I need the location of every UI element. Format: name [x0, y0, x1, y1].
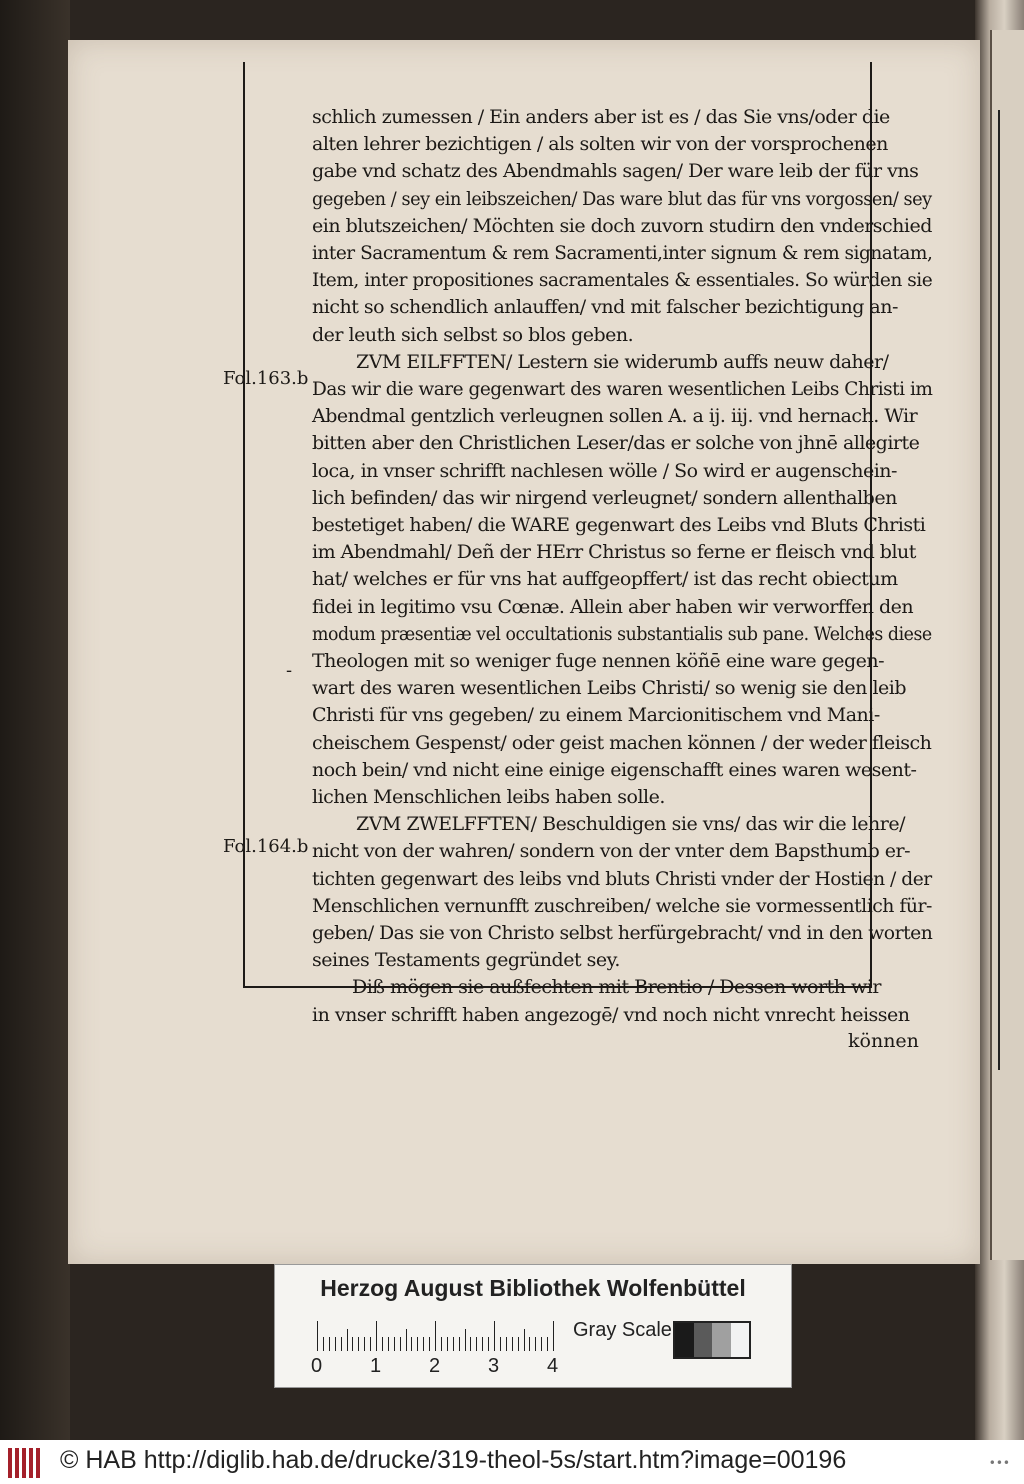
ruler-tick [411, 1337, 412, 1351]
card-title: Herzog August Bibliothek Wolfenbüttel [320, 1275, 746, 1301]
text-line: lich befinden/ das wir nirgend verleugnet/ sondern allenthalben [312, 486, 897, 509]
ruler-tick [417, 1337, 418, 1351]
ruler-tick [470, 1337, 471, 1351]
text-line: modum præsentiæ vel occultationis substantialis sub pane. Welches diese [312, 622, 932, 645]
margin-note-2: Fol.164.b [223, 836, 309, 857]
ruler-tick [541, 1337, 542, 1351]
ruler-tick [529, 1337, 530, 1351]
text-line: Theologen mit so weniger fuge nennen köñē eine ware gegen- [312, 650, 885, 672]
ruler-scale [317, 1321, 567, 1351]
ruler-tick [382, 1337, 383, 1351]
ruler-tick [429, 1337, 430, 1351]
ruler-tick [323, 1337, 324, 1351]
ruler-number: 3 [488, 1355, 500, 1377]
ruler-number: 0 [311, 1355, 323, 1377]
text-line: geben/ Das sie von Christo selbst herfürgebracht/ vnd in den worten [312, 922, 933, 944]
margin-dash: - [286, 660, 293, 681]
ruler-tick [500, 1337, 501, 1351]
ruler-tick [441, 1337, 442, 1351]
hab-logo-icon [8, 1448, 46, 1478]
text-line: ZVM EILFFTEN/ Lestern sie widerumb auffs neuw daher/ [356, 350, 889, 373]
ruler-tick [347, 1329, 348, 1351]
ruler-tick [494, 1321, 495, 1351]
gray-swatch [675, 1323, 694, 1357]
ruler-tick [352, 1337, 353, 1351]
ruler-tick [400, 1337, 401, 1351]
catchword: können [848, 1030, 919, 1052]
ruler-tick [335, 1337, 336, 1351]
ruler-tick [482, 1337, 483, 1351]
text-line: Abendmal gentzlich verleugnen sollen A. a ij. iij. vnd hernach. Wir [312, 405, 918, 428]
ruler-tick [341, 1337, 342, 1351]
text-line: der leuth sich selbst so blos geben. [312, 323, 634, 346]
text-line: hat/ welches er für vns hat auffgeopffert/ ist das recht obiectum [312, 568, 898, 591]
text-line: alten lehrer bezichtigen / als solten wir von der vorsprochenen [312, 133, 888, 156]
ruler-tick [518, 1337, 519, 1351]
text-line: ein blutszeichen/ Möchten sie doch zuvorn studirn den vnderschied [312, 214, 932, 237]
adjacent-page-edge [990, 30, 1024, 1260]
ruler-number: 1 [370, 1355, 382, 1377]
ruler-tick [394, 1337, 395, 1351]
footer-bar [0, 1440, 1024, 1484]
ruler-tick [465, 1329, 466, 1351]
ruler-number: 4 [547, 1355, 559, 1377]
text-line: bestetiget haben/ die WARE gegenwart des Leibs vnd Bluts Christi [312, 514, 926, 536]
ruler-tick [453, 1337, 454, 1351]
text-line: wart des waren wesentlichen Leibs Christi/ so wenig sie den leib [312, 677, 906, 700]
ruler-tick [459, 1337, 460, 1351]
color-target-card [274, 1264, 792, 1388]
text-line: Diß mögen sie außfechten mit Brentio / Dessen worth wir [352, 976, 881, 999]
gray-swatch [694, 1323, 713, 1357]
text-line: inter Sacramentum & rem Sacramenti,inter signum & rem signatam, [312, 242, 933, 264]
text-line: cheischem Gespenst/ oder geist machen können / der weder fleisch [312, 731, 932, 754]
text-line: gabe vnd schatz des Abendmahls sagen/ Der ware leib der für vns [312, 160, 919, 183]
ruler-tick [512, 1337, 513, 1351]
text-line: nicht von der wahren/ sondern von der vnter dem Bapsthumb er- [312, 840, 911, 863]
ruler-tick [370, 1337, 371, 1351]
ruler-tick [423, 1337, 424, 1351]
ruler-tick [317, 1321, 318, 1351]
ruler-tick [476, 1337, 477, 1351]
ruler-tick [506, 1337, 507, 1351]
gray-scale-bar [673, 1321, 751, 1359]
footer-copyright-link[interactable]: © HAB http://diglib.hab.de/drucke/319-theol-5s/start.htm?image=00196 [60, 1446, 847, 1474]
more-icon: ••• [988, 1456, 1010, 1470]
ruler-tick [524, 1329, 525, 1351]
text-line: lichen Menschlichen leibs haben solle. [312, 786, 665, 808]
text-line: ZVM ZWELFFTEN/ Beschuldigen sie vns/ das wir die lehre/ [356, 813, 906, 836]
ruler-tick [329, 1337, 330, 1351]
text-line: Christi für vns gegeben/ zu einem Marcionitischem vnd Mani- [312, 704, 880, 727]
ruler-tick [406, 1329, 407, 1351]
text-line: im Abendmahl/ Deñ der HErr Christus so ferne er fleisch vnd blut [312, 541, 916, 564]
text-line: schlich zumessen / Ein anders aber ist es / das Sie vns/oder die [312, 106, 890, 128]
text-line: seines Testaments gegründet sey. [312, 949, 620, 972]
ruler-tick [435, 1321, 436, 1351]
margin-note-1: Fol.163.b [223, 368, 309, 389]
ruler-tick [535, 1337, 536, 1351]
text-line: loca, in vnser schrifft nachlesen wölle / So wird er augenschein- [312, 459, 897, 482]
ruler-tick [376, 1321, 377, 1351]
text-line: fidei in legitimo vsu Cœnæ. Allein aber haben wir verworffen den [312, 595, 914, 618]
text-line: gegeben / sey ein leibszeichen/ Das ware blut das für vns vorgossen/ sey [312, 187, 932, 210]
text-line: Item, inter propositiones sacramentales & essentiales. So würden sie [312, 269, 933, 292]
text-line: tichten gegenwart des leibs vnd bluts Christi vnder der Hostien / der [312, 867, 932, 890]
text-line: in vnser schrifft haben angezogē/ vnd noch nicht vnrecht heissen [312, 1003, 910, 1026]
text-line: noch bein/ vnd nicht eine einige eigenschafft eines waren wesent- [312, 758, 917, 781]
ruler-tick [358, 1337, 359, 1351]
ruler-number: 2 [429, 1355, 441, 1377]
ruler-tick [488, 1337, 489, 1351]
gray-swatch [731, 1323, 750, 1357]
text-line: Das wir die ware gegenwart des waren wesentlichen Leibs Christi im [312, 378, 933, 400]
ruler-tick [447, 1337, 448, 1351]
text-line: Menschlichen vernunfft zuschreiben/ welche sie vormessentlich für- [312, 894, 932, 917]
text-line: bitten aber den Christlichen Leser/das er solche von jhnē allegirte [312, 432, 920, 455]
ruler-tick [388, 1337, 389, 1351]
left-background [0, 0, 70, 1440]
ruler-tick [553, 1321, 554, 1351]
gray-scale-label: Gray Scale [573, 1319, 672, 1341]
ruler-tick [364, 1337, 365, 1351]
ruler-tick [547, 1337, 548, 1351]
gray-swatch [712, 1323, 731, 1357]
text-line: nicht so schendlich anlauffen/ vnd mit falscher bezichtigung an- [312, 296, 898, 319]
